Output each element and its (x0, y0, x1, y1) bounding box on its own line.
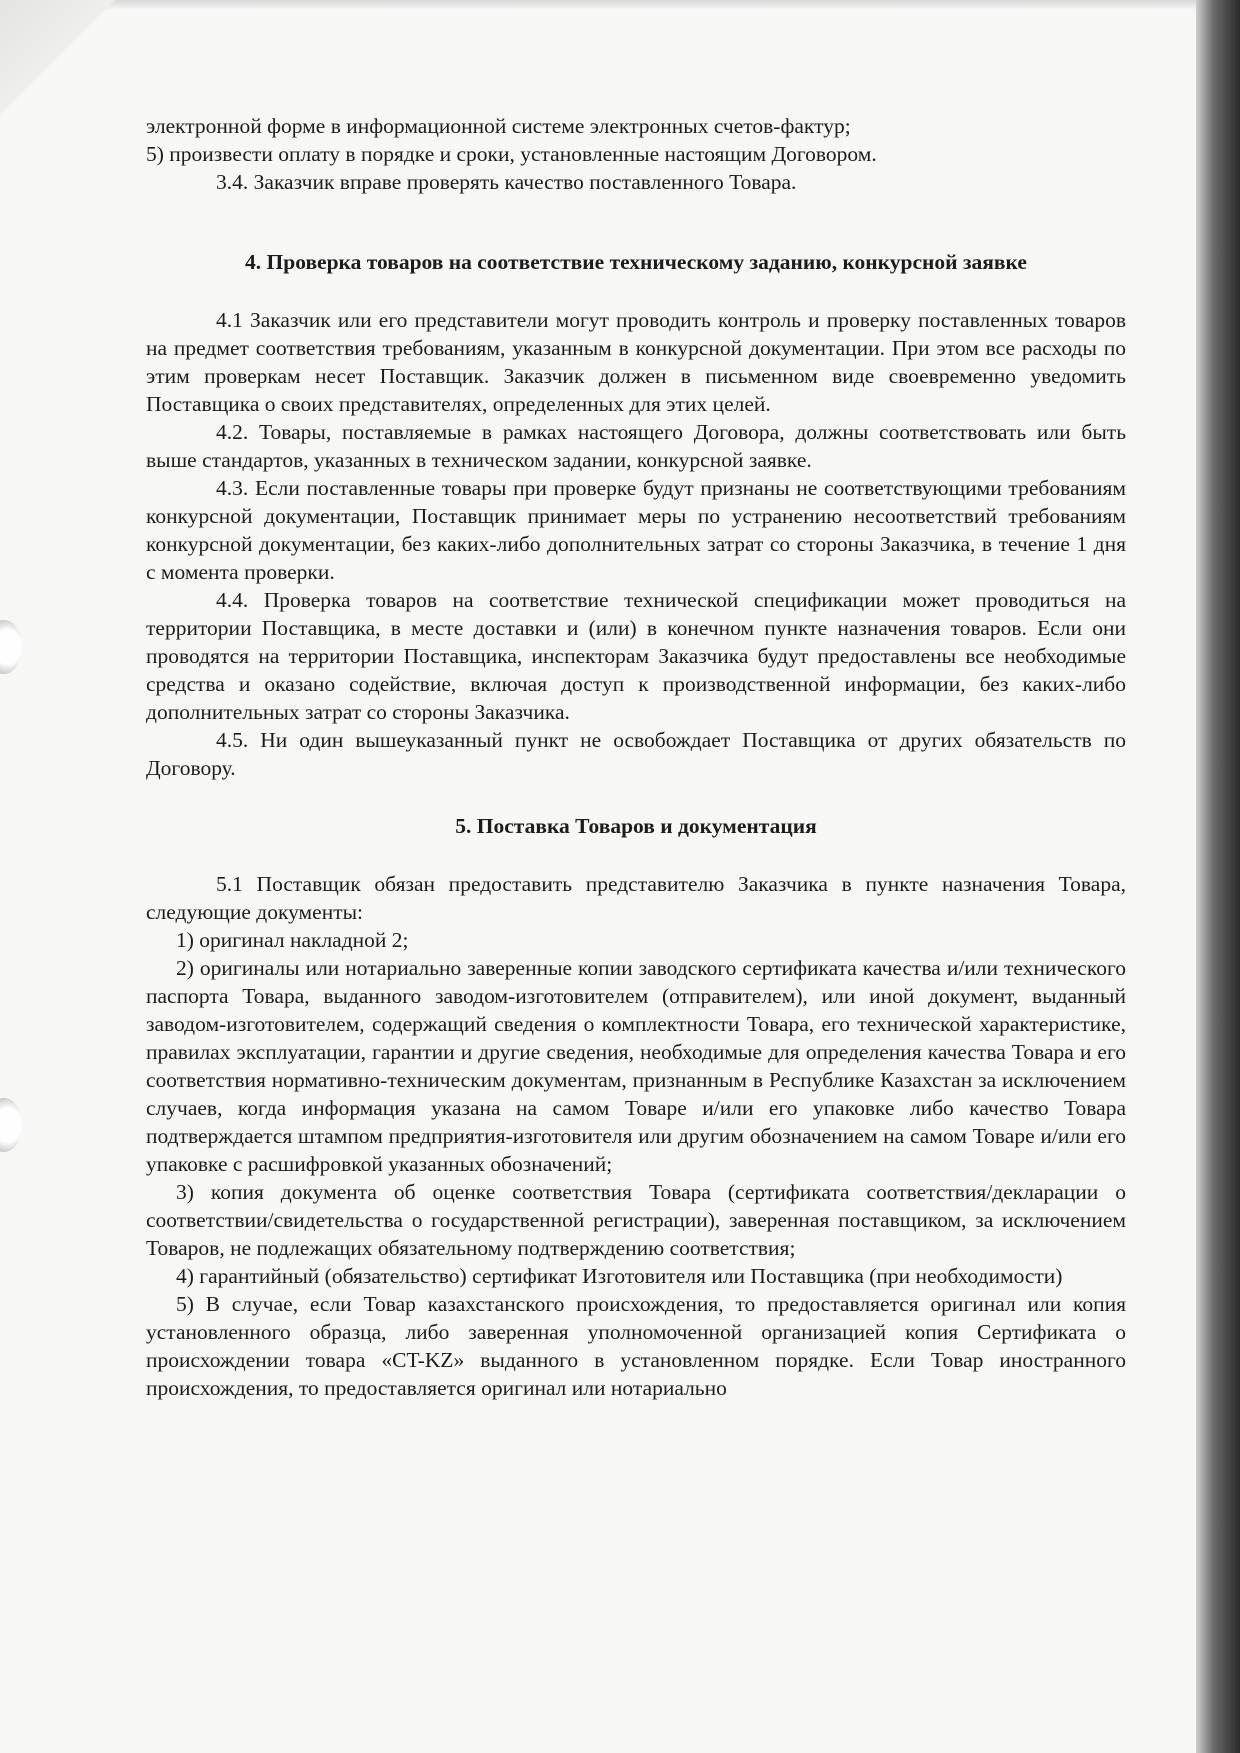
scan-top-shadow (0, 0, 1240, 10)
document-list-item: 2) оригиналы или нотариально заверенные копии заводского сертификата качества и/или технического паспорта Товара, выданного заводом-изготовителем (отправителем), или иной документ, выданный заводом-изготовителем, содержащий сведения о комплектности Товара, его технической характеристике, правилах эксплуатации, гарантии и другие сведения, необходимые для определения качества Товара и его соответствия нормативно-техническим документам, признанным в Республике Казахстан за исключением случаев, когда информация указана на самом Товаре и/или его упаковке либо качество Товара подтверждается штампом предприятия-изготовителя или другим обозначением на самом Товаре и/или его упаковке с расшифровкой указанных обозначений; (146, 956, 1126, 1176)
clause-4-2: 4.2. Товары, поставляемые в рамках настоящего Договора, должны соответствовать или быть выше стандартов, указанных в техническом задании, конкурсной заявке. (146, 420, 1126, 472)
punch-hole-upper (0, 620, 22, 674)
document-list-item: 5) В случае, если Товар казахстанского происхождения, то предоставляется оригинал или копия установленного образца, либо заверенная уполномоченной организацией копия Сертификата о происхождении товара «CT-KZ» выданного в установленном порядке. Если Товар иностранного происхождения, то предоставляется оригинал или нотариально (146, 1292, 1126, 1400)
section-5-heading: 5. Поставка Товаров и документация (455, 814, 817, 838)
folded-corner (0, 0, 115, 120)
document-page (146, 112, 1126, 1402)
clause-3-3-5: 5) произвести оплату в порядке и сроки, установленные настоящим Договором. (146, 142, 877, 166)
document-list-item: 4) гарантийный (обязательство) сертификат Изготовителя или Поставщика (при необходимости) (176, 1264, 1063, 1288)
punch-hole-lower (0, 1098, 22, 1152)
document-list-item: 3) копия документа об оценке соответствия Товара (сертификата соответствия/декларации о соответствии/свидетельства о государственной регистрации), заверенная поставщиком, за исключением Товаров, не подлежащих обязательному подтверждению соответствия; (146, 1180, 1126, 1260)
clause-4-4: 4.4. Проверка товаров на соответствие технической спецификации может проводиться на территории Поставщика, в месте доставки и (или) в конечном пункте назначения товаров. Если они проводятся на территории Поставщика, инспекторам Заказчика будут предоставлены все необходимые средства и оказано содействие, включая доступ к производственной информации, без каких-либо дополнительных затрат со стороны Заказчика. (146, 588, 1126, 724)
clause-3-4: 3.4. Заказчик вправе проверять качество поставленного Товара. (216, 170, 797, 194)
clause-4-3: 4.3. Если поставленные товары при проверке будут признаны не соответствующими требованиям конкурсной документации, Поставщик принимает меры по устранению несоответствий требованиям конкурсной документации, без каких-либо дополнительных затрат со стороны Заказчика, в течение 1 дня с момента проверки. (146, 476, 1126, 584)
section-4-heading: 4. Проверка товаров на соответствие техническому заданию, конкурсной заявке (245, 250, 1027, 274)
document-list-item: 1) оригинал накладной 2; (176, 928, 409, 952)
clause-4-1: 4.1 Заказчик или его представители могут проводить контроль и проверку поставленных товаров на предмет соответствия требованиям, указанным в конкурсной документации. При этом все расходы по этим проверкам несет Поставщик. Заказчик должен в письменном виде своевременно уведомить Поставщика о своих представителях, определенных для этих целей. (146, 308, 1126, 416)
clause-4-5: 4.5. Ни один вышеуказанный пункт не освобождает Поставщика от других обязательств по Договору. (146, 728, 1126, 780)
carry-over-line: электронной форме в информационной системе электронных счетов-фактур; (146, 114, 851, 138)
scan-right-edge (1196, 0, 1240, 1753)
clause-5-1: 5.1 Поставщик обязан предоставить представителю Заказчика в пункте назначения Товара, следующие документы: (146, 872, 1126, 924)
